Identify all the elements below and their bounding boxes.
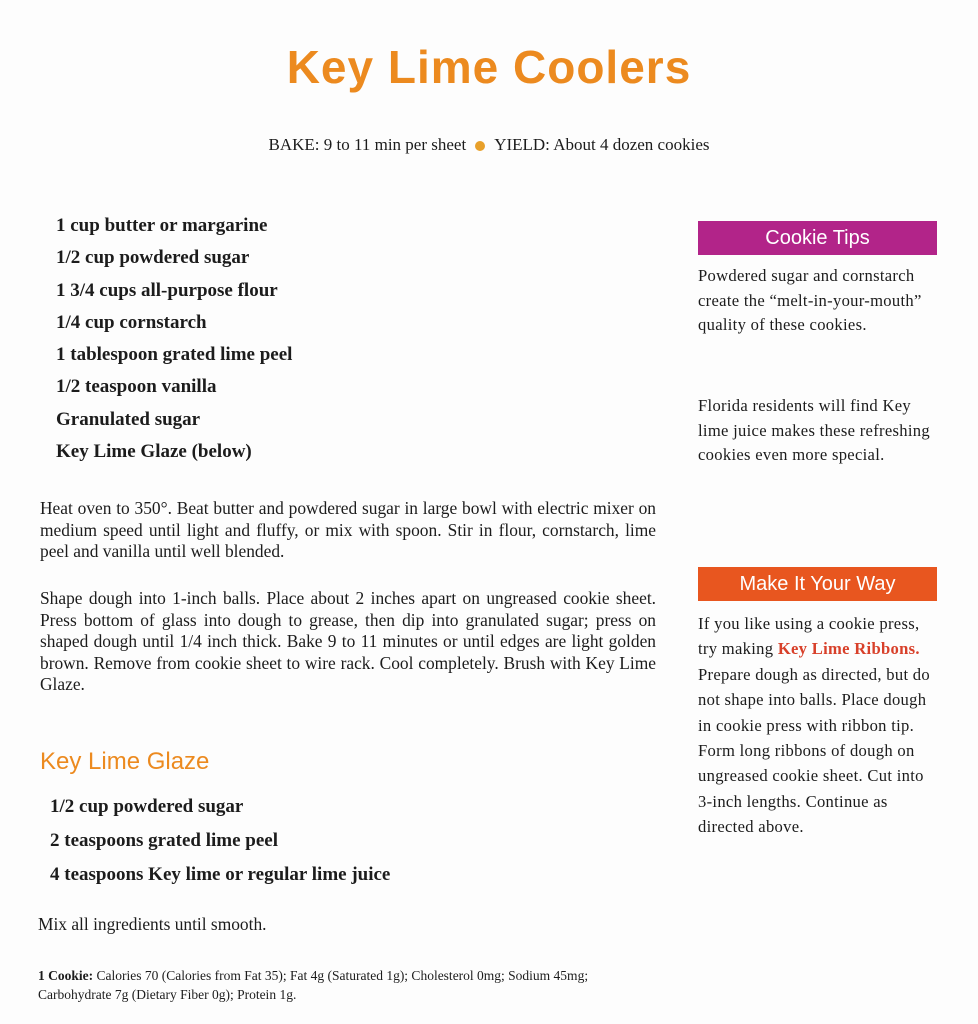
nutrition-info [38, 966, 638, 1004]
ingredient-item: 1 tablespoon grated lime peel [56, 344, 293, 366]
recipe-title: Key Lime Coolers [286, 41, 692, 93]
glaze-ingredient-list [50, 790, 610, 892]
cookie-tip: Florida residents will find Key lime juice makes these refreshing cookies even more special. [698, 396, 930, 465]
ingredient-item: 1/4 cup cornstarch [56, 311, 207, 333]
make-it-your-way-heading: Make It Your Way [698, 567, 937, 601]
direction-step: Heat oven to 350°. Beat butter and powdered sugar in large bowl with electric mixer on medium speed until light and fluffy, or mix with spoon. Stir in flour, cornstarch, lime peel and vanilla until well blended. [40, 498, 656, 562]
way-rest: Prepare dough as directed, but do not shape into balls. Place dough in cookie press with ribbon tip. Form long ribbons of dough on ungreased cookie sheet. Cut into 3-inch lengths. Continue as directed above. [698, 664, 931, 837]
ingredient-item: Key Lime Glaze (below) [56, 441, 252, 463]
ingredient-item: 1 cup butter or margarine [56, 215, 268, 236]
ingredient-item: 1 3/4 cups all-purpose flour [56, 279, 278, 301]
nutrition-text: Calories 70 (Calories from Fat 35); Fat 4g (Saturated 1g); Cholesterol 0mg; Sodium 45mg; Carbohydrate 7g (Dietary Fiber 0g); Protein 1g. [38, 968, 589, 1002]
bullet-dot-icon [475, 141, 485, 151]
glaze-direction: Mix all ingredients until smooth. [38, 914, 267, 934]
ingredient-list [56, 210, 616, 468]
key-lime-ribbons-highlight: Key Lime Ribbons. [777, 639, 920, 659]
ingredient-item: 1/2 teaspoon vanilla [56, 376, 217, 398]
direction-step: Shape dough into 1-inch balls. Place about 2 inches apart on ungreased cookie sheet. Press bottom of glass into dough to grease, then dip into granulated sugar; press on shaped dough until 1/4 inch thick. Bake 9 to 11 minutes or until edges are light golden brown. Remove from cookie sheet to wire rack. Cool completely. Brush with Key Lime Glaze. [40, 588, 656, 695]
bake-time: BAKE: 9 to 11 min per sheet [268, 135, 467, 154]
cookie-tip: Powdered sugar and cornstarch create the “melt-in-your-mouth” quality of these cookies. [698, 266, 922, 335]
bake-yield-line [0, 135, 978, 155]
ingredient-item: 1/2 cup powdered sugar [50, 796, 244, 817]
ingredient-item: Granulated sugar [56, 408, 201, 430]
nutrition-label: 1 Cookie: [38, 968, 94, 983]
yield: YIELD: About 4 dozen cookies [494, 135, 710, 154]
glaze-heading: Key Lime Glaze [40, 748, 210, 775]
make-it-your-way-text [698, 611, 938, 840]
way-intro: If you like using a cookie press, try making [698, 614, 920, 659]
cookie-tips-heading: Cookie Tips [698, 221, 937, 255]
ingredient-item: 2 teaspoons grated lime peel [50, 830, 278, 851]
ingredient-item: 1/2 cup powdered sugar [56, 247, 250, 269]
ingredient-item: 4 teaspoons Key lime or regular lime juice [50, 864, 391, 885]
